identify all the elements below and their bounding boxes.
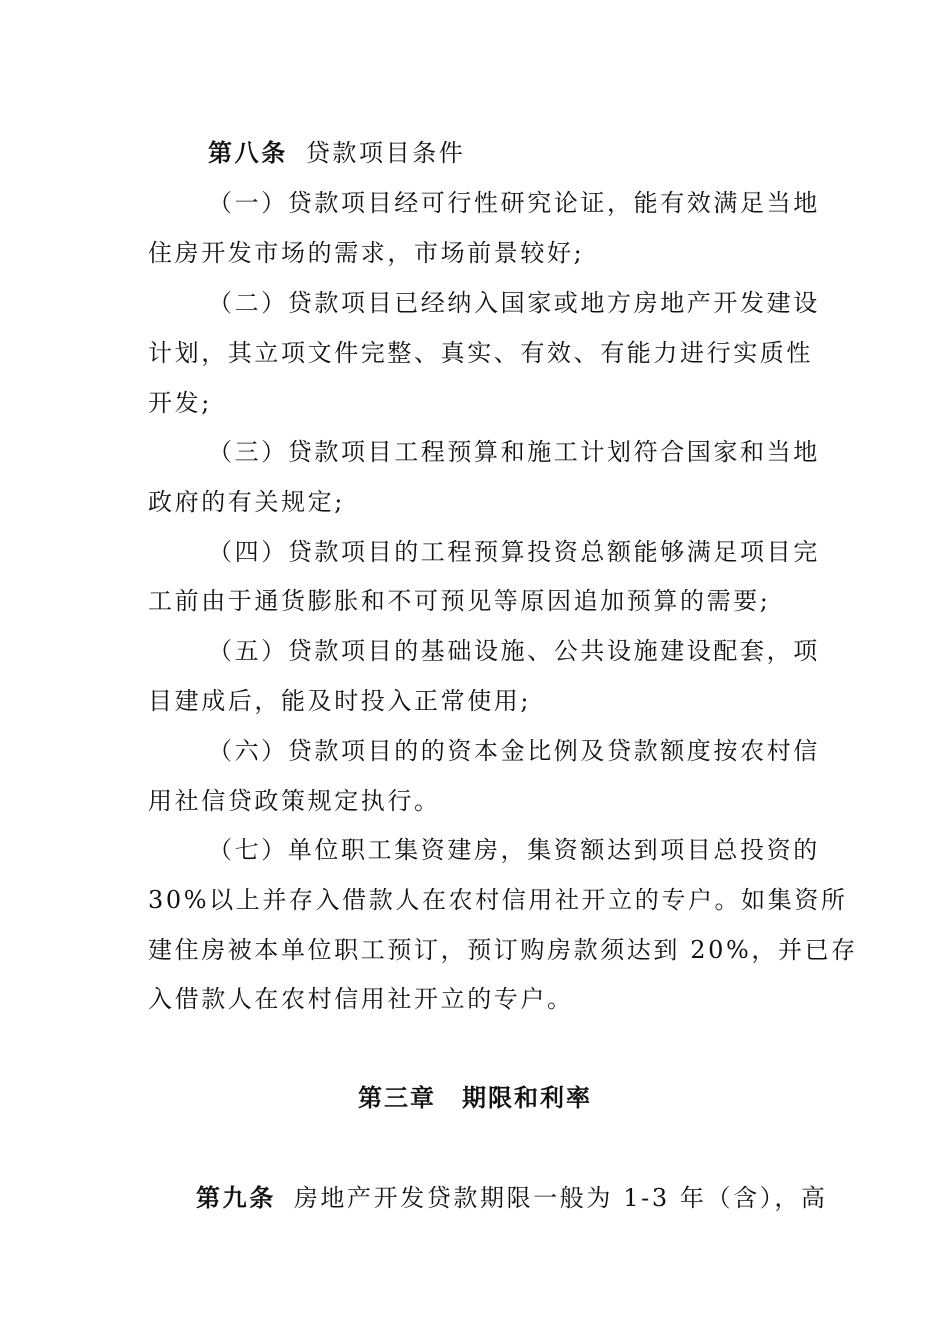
- item-7-line-4: 入借款人在农村信用社开立的专户。: [148, 985, 574, 1013]
- item-2-line-3: 开发;: [148, 389, 212, 417]
- item-7-line-2: 30%以上并存入借款人在农村信用社开立的专户。如集资所: [148, 886, 848, 914]
- item-5-line-1: （五）贷款项目的基础设施、公共设施建设配套，项: [208, 637, 820, 665]
- item-4-line-2: 工前由于通货膨胀和不可预见等原因追加预算的需要;: [148, 587, 771, 615]
- item-4-line-1: （四）贷款项目的工程预算投资总额能够满足项目完: [208, 538, 820, 566]
- item-6-line-1: （六）贷款项目的的资本金比例及贷款额度按农村信: [208, 737, 820, 765]
- article-8-title: 贷款项目条件: [305, 139, 466, 167]
- article-9-text: 房地产开发贷款期限一般为 1-3 年（含），高: [293, 1184, 828, 1212]
- article-8-number: 第八条: [208, 138, 288, 167]
- item-2-line-1: （二）贷款项目已经纳入国家或地方房地产开发建设: [208, 289, 820, 317]
- item-7-line-3: 建住房被本单位职工预订，预订购房款须达到 20%，并已存: [148, 936, 858, 964]
- article-9-number: 第九条: [196, 1183, 276, 1212]
- chapter-3-title: 第三章 期限和利率: [358, 1083, 592, 1112]
- item-1-line-2: 住房开发市场的需求，市场前景较好;: [148, 239, 585, 267]
- item-6-line-2: 用社信贷政策规定执行。: [148, 787, 441, 815]
- item-2-line-2: 计划，其立项文件完整、真实、有效、有能力进行实质性: [148, 339, 813, 367]
- article-9-line-1: [196, 1181, 828, 1215]
- article-8-heading: [208, 136, 808, 170]
- item-3-line-2: 政府的有关规定;: [148, 488, 345, 516]
- item-1-line-1: （一）贷款项目经可行性研究论证，能有效满足当地: [208, 189, 820, 217]
- item-3-line-1: （三）贷款项目工程预算和施工计划符合国家和当地: [208, 438, 820, 466]
- item-7-line-1: （七）单位职工集资建房，集资额达到项目总投资的: [208, 836, 820, 864]
- item-5-line-2: 目建成后，能及时投入正常使用;: [148, 687, 532, 715]
